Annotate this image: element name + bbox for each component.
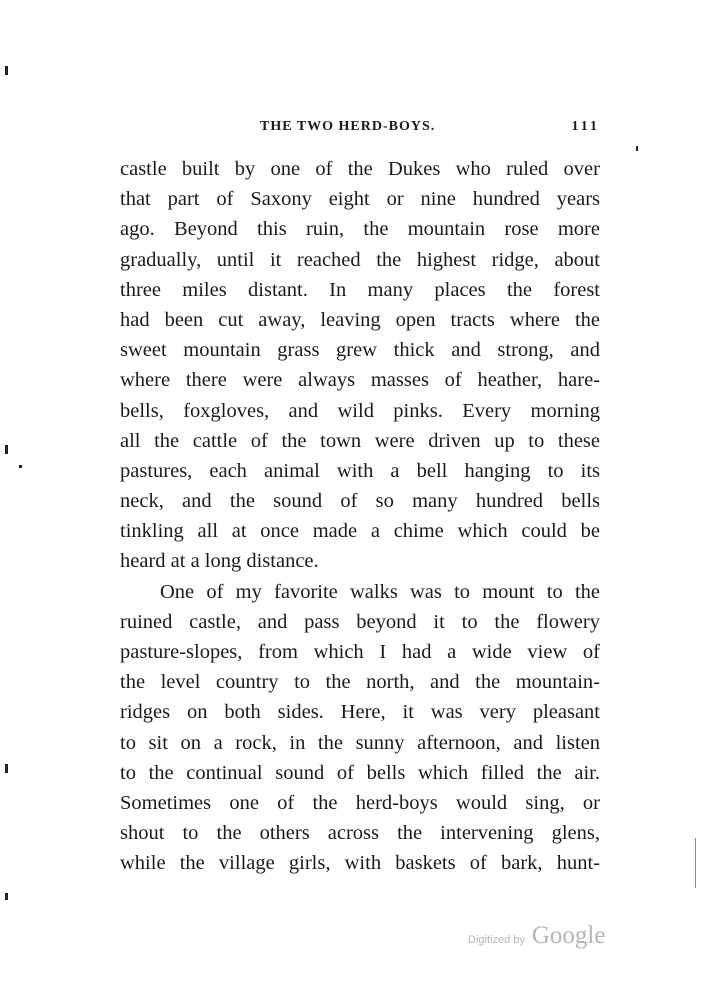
text-line: sweet mountain grass grew thick and strong, and [120, 339, 600, 362]
scan-speck [695, 838, 696, 888]
text-line: gradually, until it reached the highest ridge, about [120, 248, 600, 271]
text-line: heard at a long distance. [120, 550, 319, 573]
scan-speck [5, 893, 8, 900]
text-line: pasture-slopes, from which I had a wide view of [120, 641, 600, 663]
watermark-prefix: Digitized by [468, 934, 525, 946]
text-line: neck, and the sound of so many hundred bells [120, 490, 600, 513]
text-line: that part of Saxony eight or nine hundred years [120, 188, 600, 211]
text-line: bells, foxgloves, and wild pinks. Every morning [120, 399, 600, 422]
text-line: tinkling all at once made a chime which could be [120, 520, 600, 543]
scan-speck [5, 764, 8, 773]
body-text [120, 154, 600, 879]
page-number: 111 [571, 119, 600, 134]
text-line: ridges on both sides. Here, it was very pleasant [120, 701, 600, 724]
text-line: One of my favorite walks was to mount to the [160, 580, 600, 603]
text-line: ago. Beyond this ruin, the mountain rose more [120, 218, 600, 241]
google-logo: Google [531, 922, 606, 949]
text-line: where there were always masses of heather, hare- [120, 369, 600, 392]
text-line: while the village girls, with baskets of bark, hunt- [120, 852, 600, 875]
text-line: Sometimes one of the herd-boys would sing, or [120, 791, 600, 814]
scan-speck [19, 465, 22, 468]
running-head-title: THE TWO HERD-BOYS. [260, 119, 436, 134]
digitized-watermark [468, 922, 605, 950]
text-line: ruined castle, and pass beyond it to the flowery [120, 610, 600, 633]
text-line: to sit on a rock, in the sunny afternoon, and listen [120, 731, 600, 754]
text-line: to the continual sound of bells which filled the air. [120, 761, 600, 784]
text-line: the level country to the north, and the mountain- [120, 671, 600, 694]
text-line: had been cut away, leaving open tracts where the [120, 308, 600, 331]
paragraph-1 [120, 154, 600, 577]
text-line: shout to the others across the intervening glens, [120, 822, 600, 845]
text-line: three miles distant. In many places the forest [120, 278, 600, 301]
scan-speck [5, 445, 8, 454]
text-line: castle built by one of the Dukes who ruled over [120, 158, 600, 180]
running-head [120, 119, 600, 141]
scan-speck [5, 66, 8, 75]
text-line: all the cattle of the town were driven up to these [120, 429, 600, 452]
paragraph-2 [120, 577, 600, 879]
text-line: pastures, each animal with a bell hanging to its [120, 459, 600, 482]
scan-speck [636, 146, 638, 151]
